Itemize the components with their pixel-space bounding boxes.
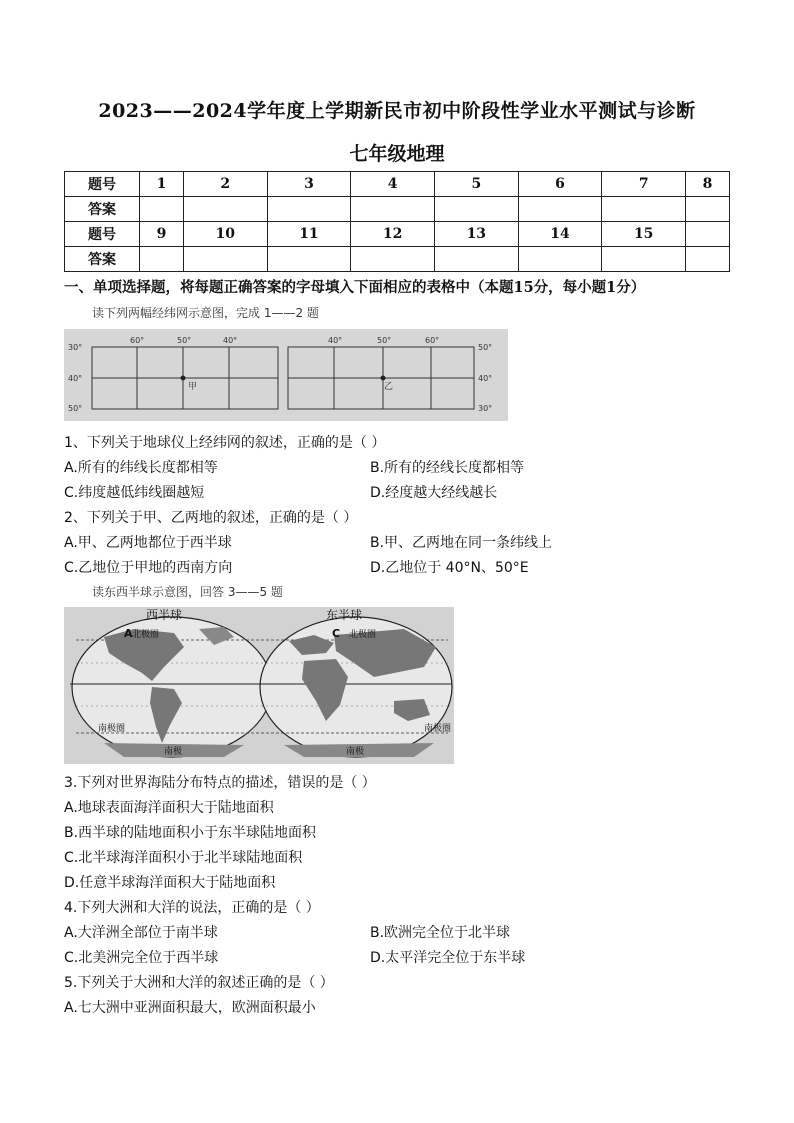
answer-cell[interactable] [267,197,351,222]
question-2-option-a[interactable]: A.甲、乙两地都位于西半球 [64,535,232,551]
figure-hint: 读东西半球示意图，回答 3——5 题 [92,585,283,599]
answer-cell[interactable] [267,247,351,272]
answer-cell[interactable] [686,247,730,272]
question-2-option-d[interactable]: D.乙地位于 40°N、50°E [370,560,529,576]
question-number-cell: 13 [434,222,518,247]
section-heading: 一、单项选择题，将每题正确答案的字母填入下面相应的表格中（本题15分，每小题1分） [64,279,646,296]
question-4-stem: 4.下列大洲和大洋的说法，正确的是（ ） [64,900,320,916]
question-number-cell: 4 [351,172,435,197]
arctic-circle-label-east: 北极圈 [349,630,377,640]
answer-cell[interactable] [183,197,267,222]
answer-cell[interactable] [351,247,435,272]
grid-right-top-label: 40° [328,336,343,345]
mark-a-label: A [124,627,133,640]
south-pole-label-west: 南极 [164,747,183,757]
point-jia-label: 甲 [188,382,198,392]
question-number-cell: 10 [183,222,267,247]
answer-cell[interactable] [351,197,435,222]
answer-cell[interactable] [434,197,518,222]
south-pole-label-east: 南极 [346,747,365,757]
latlong-grid-figure [64,329,508,421]
antarctic-circle-label-west: 南极圈 [98,724,126,734]
question-1-option-d[interactable]: D.经度越大经线越长 [370,485,498,501]
question-number-cell: 9 [140,222,184,247]
answer-cell[interactable] [518,197,602,222]
answer-cell[interactable] [518,247,602,272]
mark-c-label: C [332,627,341,640]
table-row [65,222,730,247]
grid-right-side-label: 40° [478,374,493,383]
question-3-option-d[interactable]: D.任意半球海洋面积大于陆地面积 [64,875,276,891]
question-1-option-c[interactable]: C.纬度越低纬线圈越短 [64,485,205,501]
answer-table [64,171,730,272]
question-1-option-a[interactable]: A.所有的纬线长度都相等 [64,460,218,476]
row-header: 题号 [65,222,140,247]
point-yi-label: 乙 [384,382,394,392]
question-3-option-b[interactable]: B.西半球的陆地面积小于东半球陆地面积 [64,825,317,841]
answer-cell[interactable] [183,247,267,272]
question-4-option-b[interactable]: B.欧洲完全位于北半球 [370,925,511,941]
question-1-option-b[interactable]: B.所有的经线长度都相等 [370,460,525,476]
exam-subtitle: 七年级地理 [349,143,445,165]
table-row [65,197,730,222]
grid-left-top-label: 60° [130,336,145,345]
western-hemisphere-label: 西半球 [146,608,183,622]
point-yi-marker [381,376,386,381]
arctic-circle-label-west: 北极圈 [132,630,160,640]
question-2-option-b[interactable]: B.甲、乙两地在同一条纬线上 [370,535,553,551]
question-number-cell: 3 [267,172,351,197]
answer-cell[interactable] [140,247,184,272]
question-2-stem: 2、下列关于甲、乙两地的叙述，正确的是（ ） [64,510,358,526]
grid-left-side-label: 50° [68,404,83,413]
question-5-stem: 5.下列关于大洲和大洋的叙述正确的是（ ） [64,975,334,991]
row-header: 答案 [65,197,140,222]
hemispheres-figure [64,607,454,764]
question-4-option-d[interactable]: D.太平洋完全位于东半球 [370,950,526,966]
row-header: 题号 [65,172,140,197]
question-number-cell: 14 [518,222,602,247]
grid-left-top-label: 40° [223,336,238,345]
question-number-cell: 1 [140,172,184,197]
answer-cell[interactable] [140,197,184,222]
answer-cell[interactable] [602,197,686,222]
question-2-option-c[interactable]: C.乙地位于甲地的西南方向 [64,560,233,576]
grid-left-side-label: 40° [68,374,83,383]
question-number-cell [686,222,730,247]
antarctic-circle-label-east: 南极圈 [424,724,452,734]
question-3-stem: 3.下列对世界海陆分布特点的描述，错误的是（ ） [64,775,376,791]
exam-title: 2023——2024学年度上学期新民市初中阶段性学业水平测试与诊断 [98,100,696,122]
question-number-cell: 12 [351,222,435,247]
grid-right-side-label: 30° [478,404,493,413]
table-row [65,172,730,197]
figure-hint: 读下列两幅经纬网示意图，完成 1——2 题 [92,306,319,320]
grid-right-top-label: 50° [377,336,392,345]
question-number-cell: 11 [267,222,351,247]
question-3-option-c[interactable]: C.北半球海洋面积小于北半球陆地面积 [64,850,303,866]
answer-cell[interactable] [434,247,518,272]
grid-right-side-label: 50° [478,343,493,352]
question-number-cell: 2 [183,172,267,197]
question-4-option-c[interactable]: C.北美洲完全位于西半球 [64,950,219,966]
row-header: 答案 [65,247,140,272]
answer-cell[interactable] [686,197,730,222]
answer-cell[interactable] [602,247,686,272]
question-number-cell: 15 [602,222,686,247]
question-5-option-a[interactable]: A.七大洲中亚洲面积最大，欧洲面积最小 [64,1000,316,1016]
question-number-cell: 6 [518,172,602,197]
question-number-cell: 5 [434,172,518,197]
question-number-cell: 7 [602,172,686,197]
question-1-stem: 1、下列关于地球仪上经纬网的叙述，正确的是（ ） [64,435,386,451]
question-4-option-a[interactable]: A.大洋洲全部位于南半球 [64,925,218,941]
eastern-hemisphere-label: 东半球 [326,608,363,622]
grid-right-top-label: 60° [425,336,440,345]
grid-left-top-label: 50° [177,336,192,345]
point-jia-marker [181,376,186,381]
question-number-cell: 8 [686,172,730,197]
question-3-option-a[interactable]: A.地球表面海洋面积大于陆地面积 [64,800,274,816]
table-row [65,247,730,272]
grid-left-side-label: 30° [68,343,83,352]
